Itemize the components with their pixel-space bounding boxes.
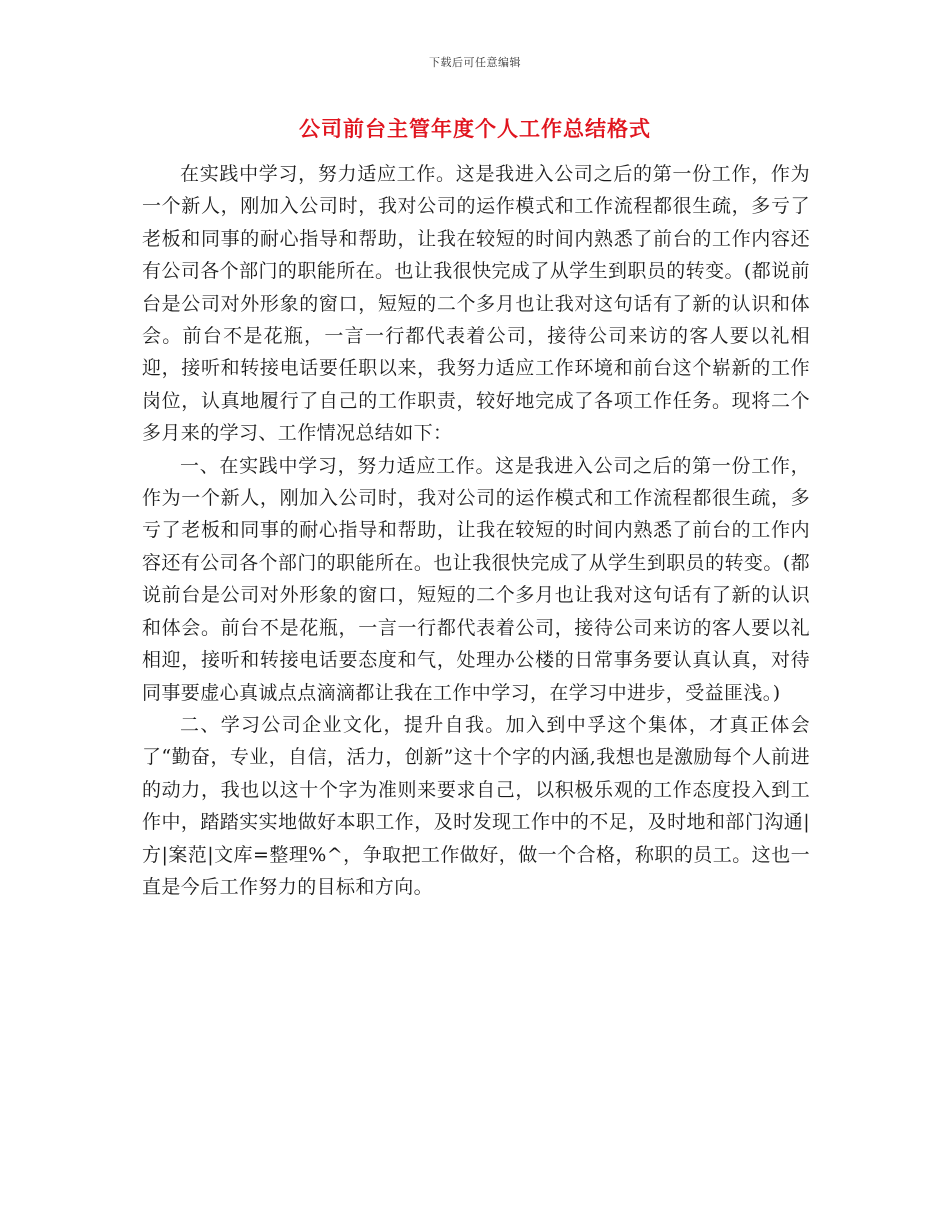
document-body [142, 158, 810, 903]
header-note: 下载后可任意编辑 [429, 56, 521, 69]
document-title: 公司前台主管年度个人工作总结格式 [299, 117, 651, 141]
paragraph-section-1: 一、在实践中学习，努力适应工作。这是我进入公司之后的第一份工作，作为一个新人，刚加入公司时，我对公司的运作模式和工作流程都很生疏，多亏了老板和同事的耐心指导和帮助，让我在较短的时间内熟悉了前台的工作内容还有公司各个部门的职能所在。也让我很快完成了从学生到职员的转变。(都说前台是公司对外形象的窗口，短短的二个多月也让我对这句话有了新的认识和体会。前台不是花瓶，一言一行都代表着公司，接待公司来访的客人要以礼相迎，接听和转接电话要态度和气，处理办公楼的日常事务要认真认真，对待同事要虚心真诚点点滴滴都让我在工作中学习，在学习中进步，受益匪浅。) [142, 454, 810, 704]
paragraph-intro: 在实践中学习，努力适应工作。这是我进入公司之后的第一份工作，作为一个新人，刚加入公司时，我对公司的运作模式和工作流程都很生疏，多亏了老板和同事的耐心指导和帮助，让我在较短的时间内熟悉了前台的工作内容还有公司各个部门的职能所在。也让我很快完成了从学生到职员的转变。(都说前台是公司对外形象的窗口，短短的二个多月也让我对这句话有了新的认识和体会。前台不是花瓶，一言一行都代表着公司，接待公司来访的客人要以礼相迎，接听和转接电话要任职以来，我努力适应工作环境和前台这个崭新的工作岗位，认真地履行了自己的工作职责，较好地完成了各项工作任务。现将二个多月来的学习、工作情况总结如下： [142, 163, 810, 445]
paragraph-section-2: 二、学习公司企业文化，提升自我。加入到中孚这个集体，才真正体会了“勤奋，专业，自信，活力，创新”这十个字的内涵,我想也是激励每个人前进的动力，我也以这十个字为准则来要求自己，以积极乐观的工作态度投入到工作中，踏踏实实地做好本职工作，及时发现工作中的不足，及时地和部门沟通|方|案范|文库=整理%^，争取把工作做好，做一个合格，称职的员工。这也一直是今后工作努力的目标和方向。 [142, 713, 810, 898]
